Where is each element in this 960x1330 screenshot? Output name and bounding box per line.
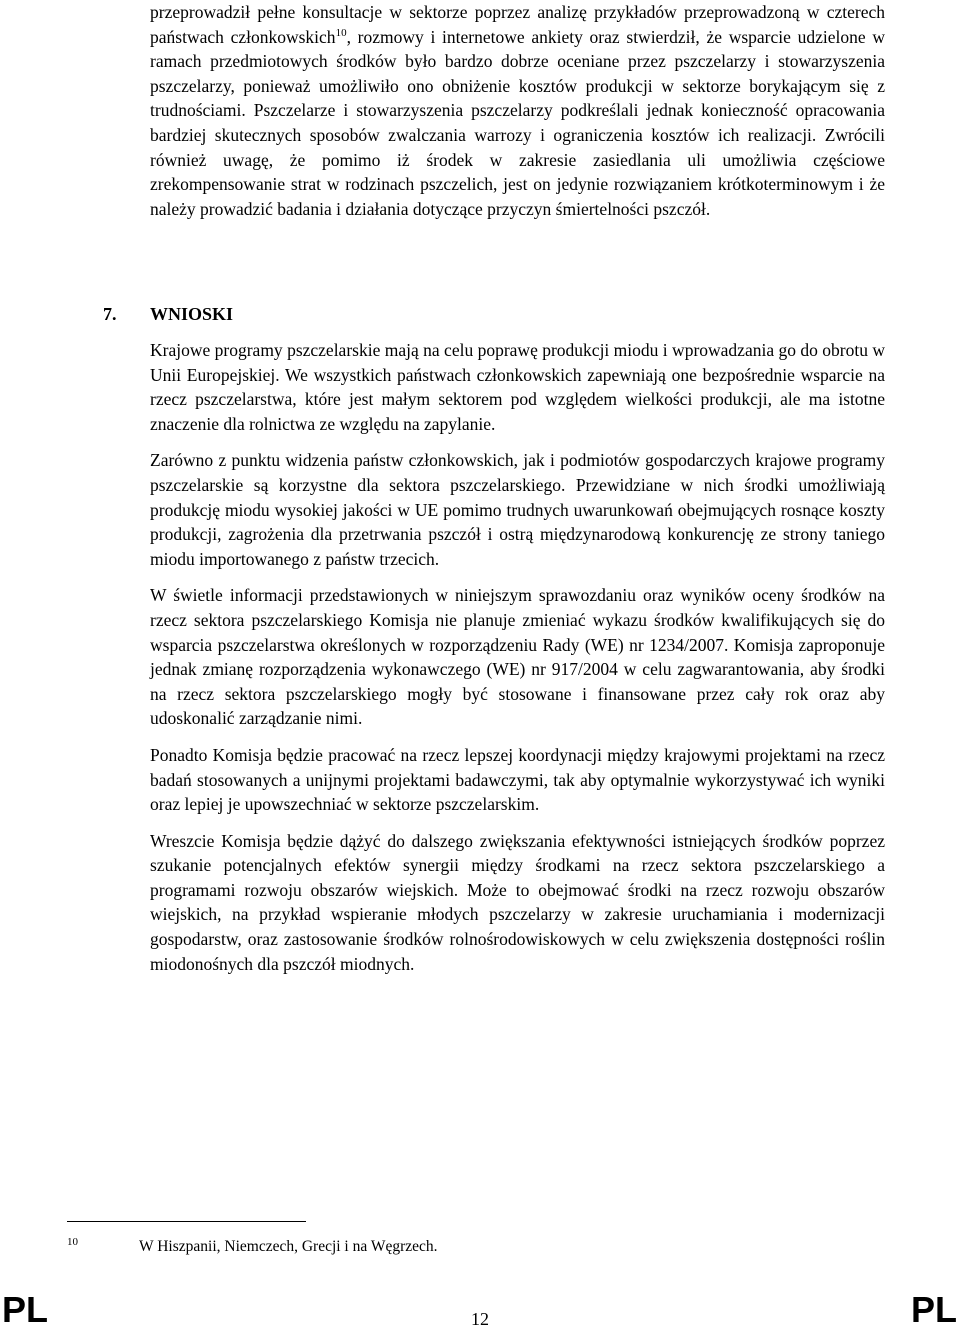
footnote-reference[interactable]: 10: [335, 26, 347, 39]
section-body: [150, 338, 885, 988]
page-number: 12: [471, 1309, 489, 1329]
intro-paragraph: [150, 0, 885, 221]
intro-text-end: , rozmowy i internetowe ankiety oraz stwierdził, że wsparcie udzielone w ramach przedmiotowych środków było bardzo dobrze oceniane przez pszczelarzy i stowarzyszenia pszczelarzy, ponieważ umożliwiło ono obniżenie kosztów produkcji w sektorze borykającym się z trudnościami. Pszczelarze i stowarzyszenia pszczelarzy podkreślali jednak konieczność opracowania bardziej skutecznych sposobów zwalczania warrozy i ograniczenia kosztów ich realizacji. Zwrócili również uwagę, że pomimo iż środek w zakresie zasiedlania uli umożliwia częściowe zrekompensowanie strat w rodzinach pszczelich, jest on jedynie rozwiązaniem krótkoterminowym i że należy prowadzić badania i działania dotyczące przyczyn śmiertelności pszczół.: [150, 26, 885, 219]
paragraph-1: Krajowe programy pszczelarskie mają na celu poprawę produkcji miodu i wprowadzania go do obrotu w Unii Europejskiej. We wszystkich państwach członkowskich zapewniają one bezpośrednie wsparcie na rzecz pszczelarstwa, które jest małym sektorem pod względem wielkości produkcji, ale ma istotne znaczenie dla rolnictwa ze względu na zapylanie.: [150, 340, 885, 434]
footnote-separator: [67, 1221, 306, 1222]
section-title: WNIOSKI: [150, 304, 234, 324]
language-code-left: PL: [2, 1289, 49, 1330]
footnote-text: W Hiszpanii, Niemczech, Grecji i na Węgrzech.: [139, 1238, 438, 1255]
paragraph-3: W świetle informacji przedstawionych w niniejszym sprawozdaniu oraz wyników oceny środków na rzecz sektora pszczelarskiego Komisja nie planuje zmieniać wykazu środków kwalifikujących się do wsparcia pszczelarstwa określonych w rozporządzeniu Rady (WE) nr 1234/2007. Komisja zaproponuje jednak zmianę rozporządzenia wykonawczego (WE) nr 917/2004 w celu zagwarantowania, aby środki na rzecz sektora pszczelarskiego mogły być stosowane i finansowane przez cały rok oraz aby udoskonalić zarządzanie nimi.: [150, 585, 885, 729]
paragraph-4: Ponadto Komisja będzie pracować na rzecz lepszej koordynacji między krajowymi projektami na rzecz badań stosowanych a unijnymi projektami badawczymi, tak aby optymalnie wykorzystywać ich wyniki oraz lepiej je upowszechniać w sektorze pszczelarskim.: [150, 744, 885, 815]
intro-text-start: przeprowadził pełne konsultacje w sektorze poprzez analizę przykładów przeprowadzoną w czterech państwach członkowskich: [150, 2, 885, 47]
language-code-right: PL: [910, 1289, 957, 1330]
section-number: 7.: [103, 304, 117, 324]
paragraph-5: Wreszcie Komisja będzie dążyć do dalszego zwiększania efektywności istniejących środków poprzez szukanie potencjalnych efektów synergii między środkami na rzecz sektora pszczelarskiego a programami rozwoju obszarów wiejskich. Może to obejmować środki na rzecz rozwoju obszarów wiejskich, na przykład wspieranie młodych pszczelarzy w zakresie uruchamiania i modernizacji gospodarstw, oraz zastosowanie środków rolnośrodowiskowych w celu zwiększenia dostępności roślin miodonośnych dla pszczół miodnych.: [150, 830, 885, 974]
footnote-number: 10: [67, 1236, 78, 1248]
section-heading: [103, 302, 233, 326]
paragraph-2: Zarówno z punktu widzenia państw członkowskich, jak i podmiotów gospodarczych krajowe programy pszczelarskie są korzystne dla sektora pszczelarskiego. Przewidziane w nich środki umożliwiają produkcję miodu wysokiej jakości w UE pomimo trudnych uwarunkowań obejmujących rosnące koszty produkcji, zagrożenia dla przetrwania pszczół i ostrą międzynarodową konkurencję ze strony taniego miodu importowanego z państw trzecich.: [150, 450, 885, 569]
